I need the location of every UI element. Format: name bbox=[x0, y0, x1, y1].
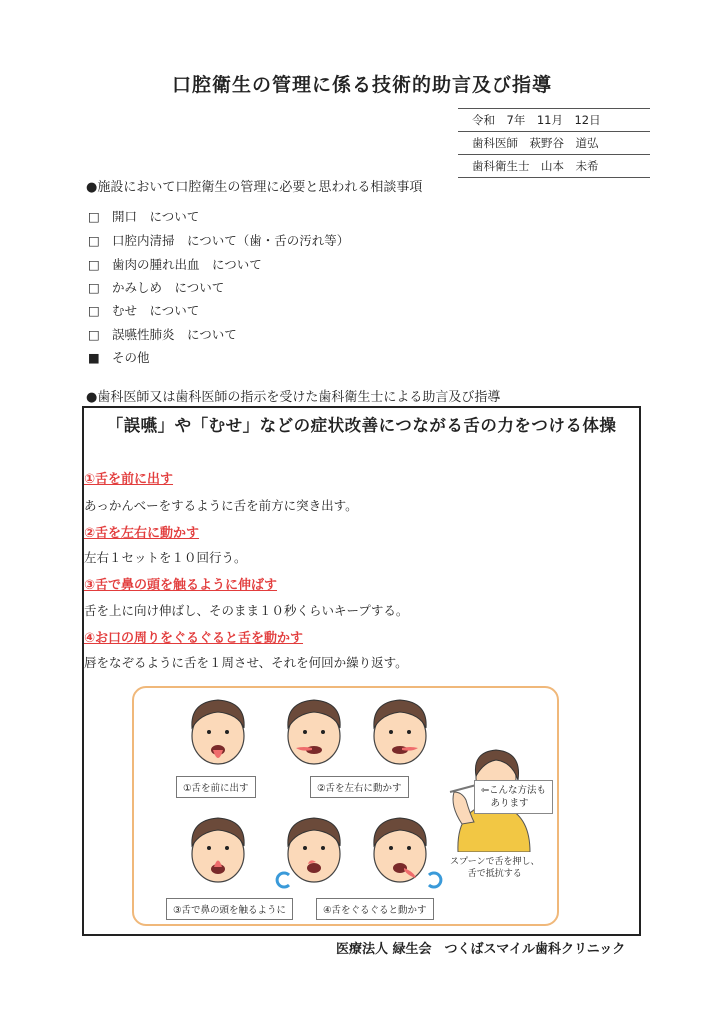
step3-label: ③舌で鼻の頭を触るように bbox=[166, 898, 293, 920]
rotate-right-icon bbox=[424, 870, 444, 890]
step-title: ②舌を左右に動かす bbox=[84, 526, 200, 541]
step2-label: ②舌を左右に動かす bbox=[310, 776, 409, 798]
step-title: ③舌で鼻の頭を触るように伸ばす bbox=[84, 578, 278, 593]
dentist-field: 歯科医師 萩野谷 道弘 bbox=[458, 132, 650, 155]
face-tongue-right-image bbox=[360, 694, 440, 768]
exercise-illustration bbox=[132, 686, 559, 926]
info-block bbox=[458, 108, 650, 178]
checklist-label: 開口 について bbox=[112, 209, 200, 224]
checklist-label: 歯肉の腫れ出血 について bbox=[112, 257, 262, 272]
checklist-item[interactable] bbox=[88, 278, 224, 296]
checklist-label: 口腔内清掃 について（歯・舌の汚れ等） bbox=[112, 233, 350, 248]
checkbox[interactable]: □ bbox=[88, 233, 100, 248]
advice-heading: ●歯科医師又は歯科医師の指示を受けた歯科衛生士による助言及び指導 bbox=[86, 390, 501, 405]
checklist-item[interactable] bbox=[88, 231, 349, 249]
checklist-label: 誤嚥性肺炎 について bbox=[112, 327, 237, 342]
checklist-label: その他 bbox=[112, 350, 150, 365]
checklist-item[interactable] bbox=[88, 255, 262, 273]
checklist-label: かみしめ について bbox=[112, 280, 225, 295]
checkbox[interactable]: □ bbox=[88, 209, 100, 224]
face-tongue-up-image bbox=[178, 812, 258, 886]
step-description: 左右１セットを１０回行う。 bbox=[84, 550, 247, 565]
page-title: 口腔衛生の管理に係る技術的助言及び指導 bbox=[171, 74, 552, 96]
checklist-item[interactable] bbox=[88, 207, 199, 225]
checklist-item[interactable] bbox=[88, 348, 150, 366]
spoon-caption: スプーンで舌を押し、 舌で抵抗する bbox=[450, 857, 540, 879]
consultation-heading: ●施設において口腔衛生の管理に必要と思われる相談事項 bbox=[86, 180, 423, 195]
face-tongue-left-image bbox=[274, 694, 354, 768]
checkbox[interactable]: □ bbox=[88, 257, 100, 272]
step-title: ④お口の周りをぐるぐると舌を動かす bbox=[84, 631, 304, 646]
checklist-label: むせ について bbox=[112, 303, 200, 318]
checklist-item[interactable] bbox=[88, 301, 199, 319]
date-field: 令和 7年 11月 12日 bbox=[458, 108, 650, 132]
hygienist-field: 歯科衛生士 山本 未希 bbox=[458, 155, 650, 178]
exercise-title: 「誤嚥」や「むせ」などの症状改善につながる舌の力をつける体操 bbox=[106, 416, 617, 435]
face-tongue-out-image bbox=[178, 694, 258, 768]
step-description: あっかんべーをするように舌を前方に突き出す。 bbox=[84, 498, 358, 513]
alternative-method-note: ⇦こんな方法も あります bbox=[474, 780, 553, 814]
step-title: ①舌を前に出す bbox=[84, 472, 174, 487]
checkbox[interactable]: □ bbox=[88, 280, 100, 295]
checkbox[interactable]: □ bbox=[88, 327, 100, 342]
rotate-left-icon bbox=[274, 870, 294, 890]
step1-label: ①舌を前に出す bbox=[176, 776, 256, 798]
checkbox[interactable]: □ bbox=[88, 303, 100, 318]
checklist-item[interactable] bbox=[88, 325, 237, 343]
step4-label: ④舌をぐるぐると動かす bbox=[316, 898, 434, 920]
advice-box bbox=[82, 406, 641, 936]
footer-clinic: 医療法人 緑生会 つくばスマイル歯科クリニック bbox=[336, 942, 626, 957]
step-description: 舌を上に向け伸ばし、そのまま１０秒くらいキープする。 bbox=[84, 603, 409, 618]
checkbox[interactable]: ■ bbox=[88, 350, 100, 365]
step-description: 唇をなぞるように舌を１周させ、それを何回か繰り返す。 bbox=[84, 655, 408, 670]
